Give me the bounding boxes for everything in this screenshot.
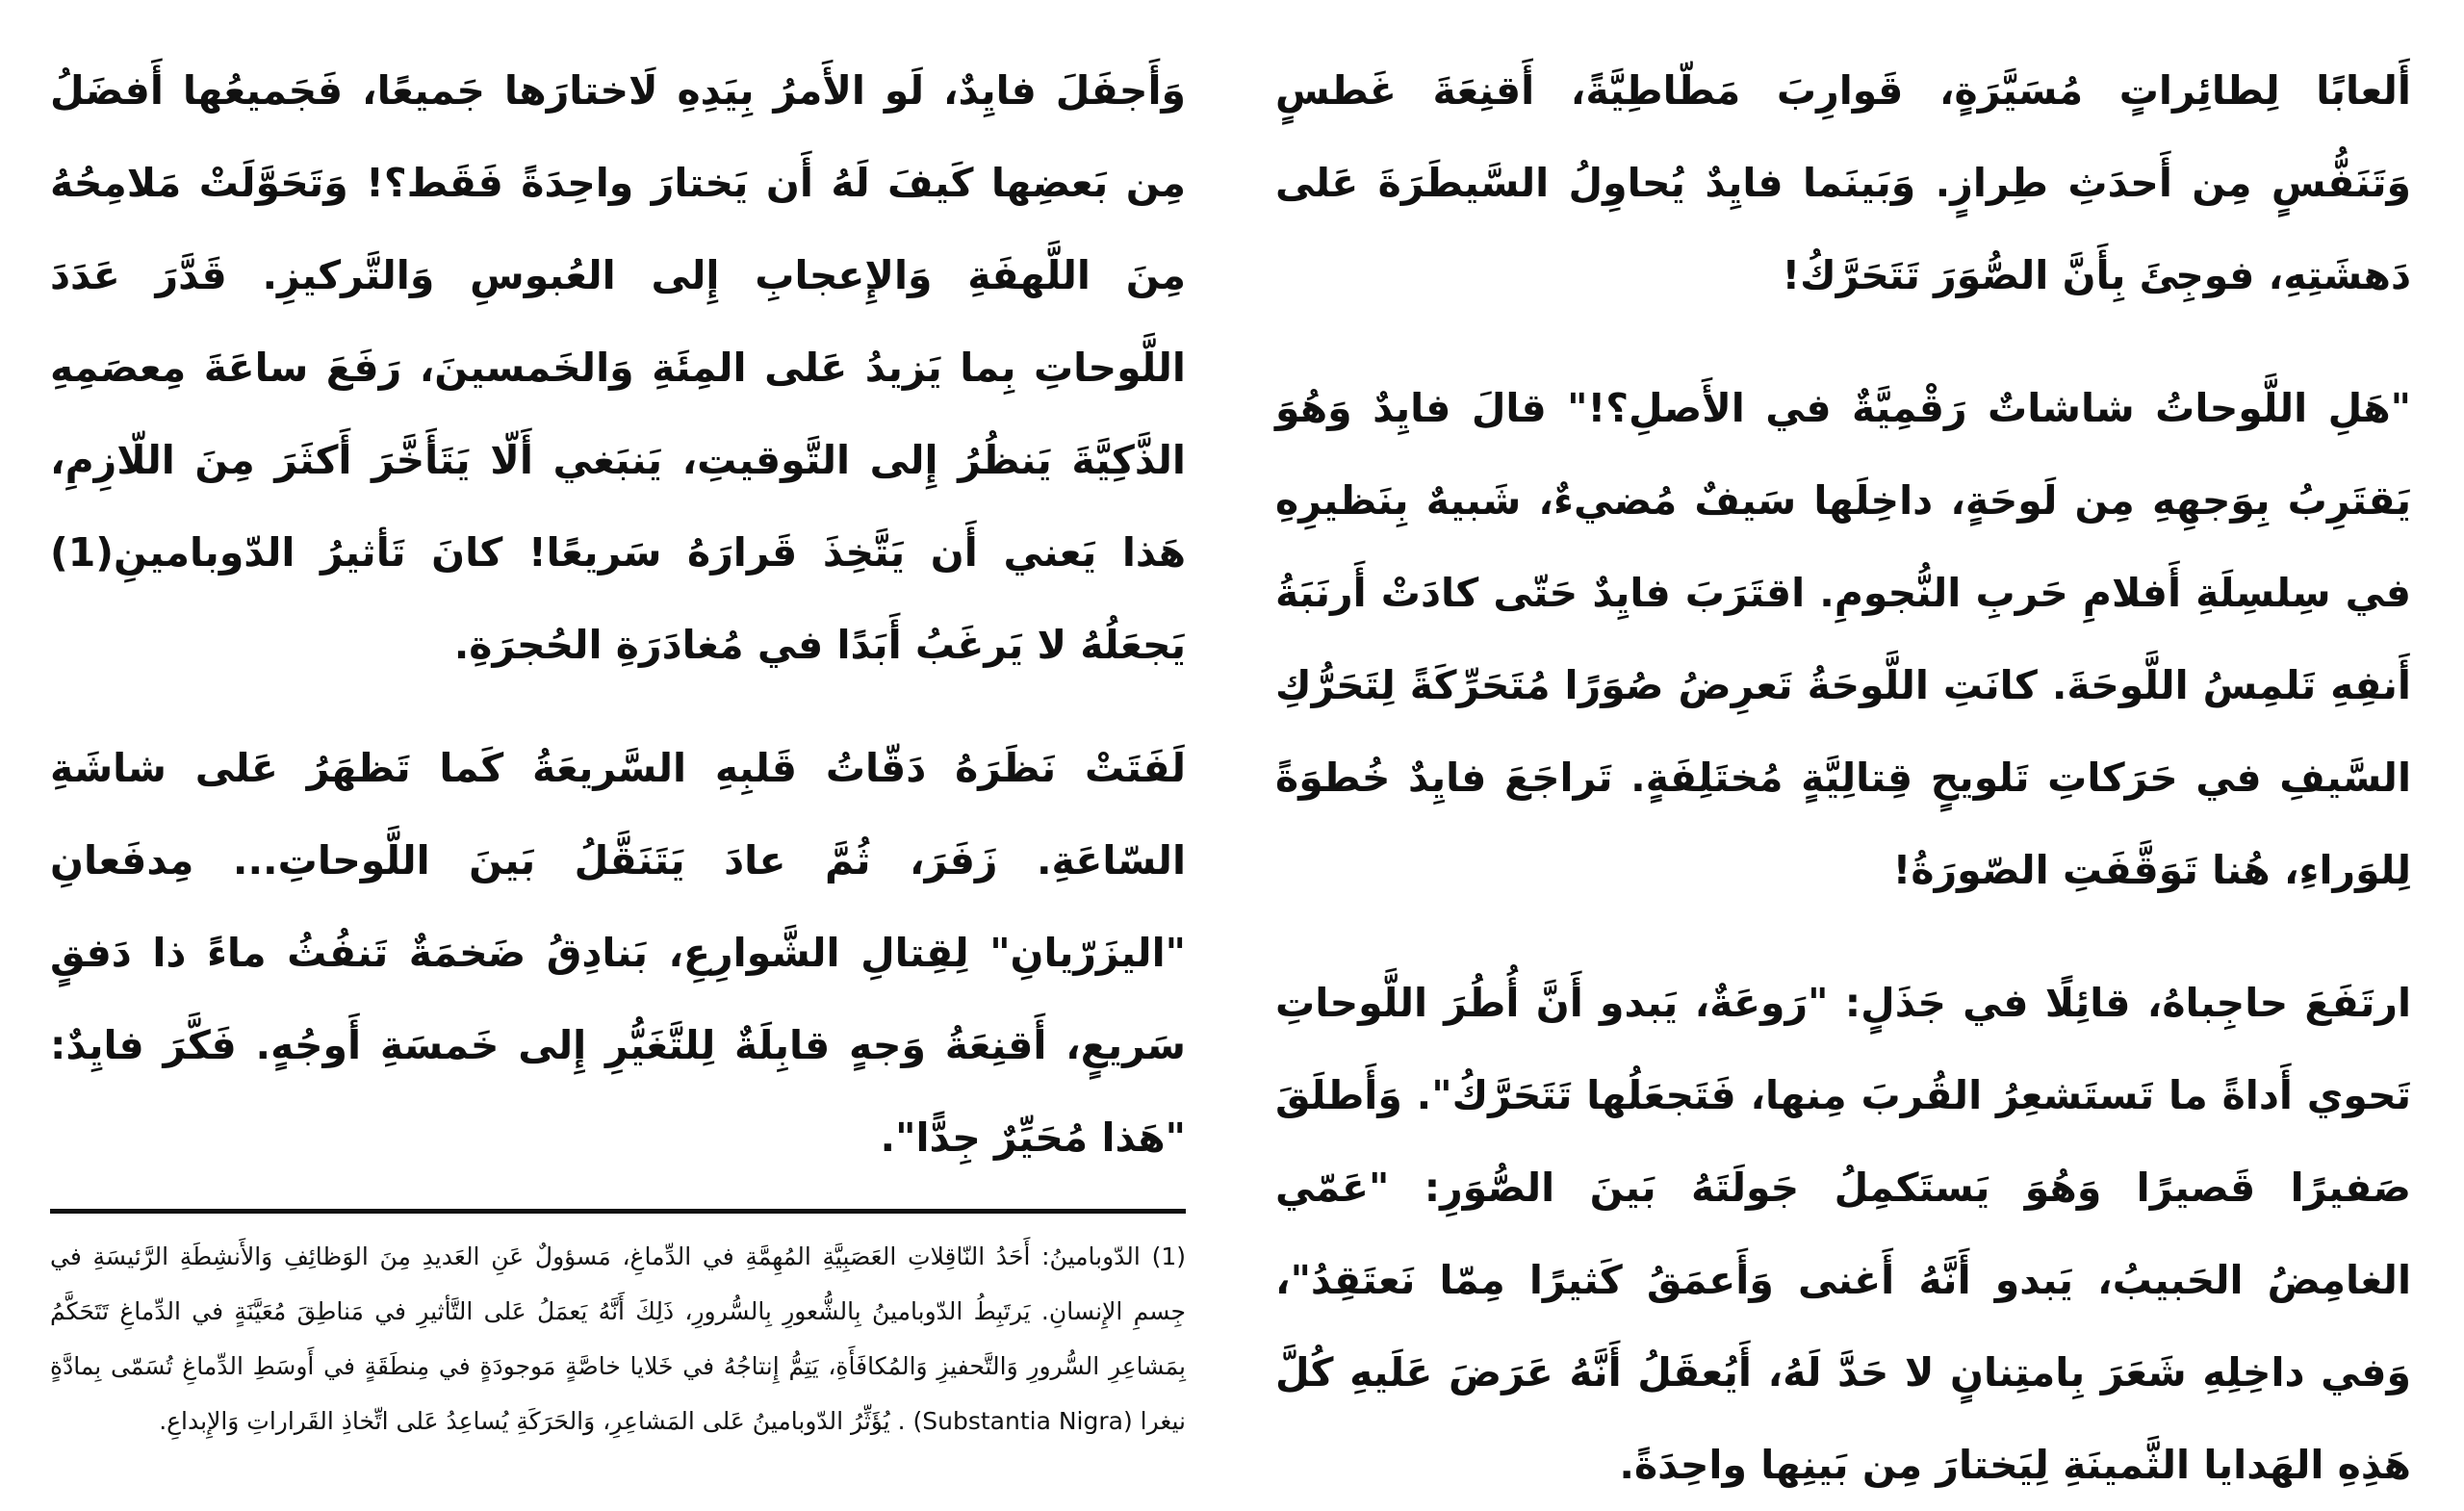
left-page-column	[50, 44, 1186, 1448]
right-paragraph-1: أَلعابًا لِطائِراتٍ مُسَيَّرَةٍ، قَوارِبَ مَطّاطِيَّةً، أَقنِعَةَ غَطسٍ وَتَنَفُّسٍ مِن أَحدَثِ طِرازٍ. وَبَينَما فايِدٌ يُحاوِلُ السَّيطَرَةَ عَلى دَهشَتِهِ، فوجِئَ بِأَنَّ الصُّوَرَ تَتَحَرَّكُ!	[1275, 67, 2411, 298]
footnote-divider	[50, 1209, 1186, 1214]
right-page-column	[1275, 44, 2411, 1511]
right-paragraph-3: ارتَفَعَ حاجِباهُ، قائِلًا في جَذَلٍ: "رَوعَةٌ، يَبدو أَنَّ أُطُرَ اللَّوحاتِ تَحوي أَداةً ما تَستَشعِرُ القُربَ مِنها، فَتَجعَلُها تَتَحَرَّكُ". وَأَطلَقَ صَفيرًا قَصيرًا وَهُوَ يَستَكمِلُ جَولَتَهُ بَينَ الصُّوَرِ: "عَمّي الغامِضُ الحَبيبُ، يَبدو أَنَّهُ أَغنى وَأَعمَقُ كَثيرًا مِمّا نَعتَقِدُ"، وَفي داخِلِهِ شَعَرَ بِامتِنانٍ لا حَدَّ لَهُ، أَيُعقَلُ أَنَّهُ عَرَضَ عَلَيهِ كُلَّ هَذِهِ الهَدايا الثَّمينَةِ لِيَختارَ مِن بَينِها واحِدَةً.	[1275, 980, 2411, 1488]
footnote: (1) الدّوبامينُ: أَحَدُ النّاقِلاتِ العَصَبِيَّةِ المُهِمَّةِ في الدِّماغِ، مَسؤولٌ عَنِ العَديدِ مِنَ الوَظائِفِ وَالأَنشِطَةِ الرَّئيسَةِ في جِسمِ الإِنسانِ. يَرتَبِطُ الدّوبامينُ بِالشُّعورِ بِالسُّرورِ، ذَلِكَ أَنَّهُ يَعمَلُ عَلى التَّأثيرِ في مَناطِقَ مُعَيَّنَةٍ في الدِّماغِ تَتَحَكَّمُ بِمَشاعِرِ السُّرورِ وَالتَّحفيزِ وَالمُكافَأَةِ، يَتِمُّ إِنتاجُهُ في خَلايا خاصَّةٍ مَوجودَةٍ في مِنطَقَةٍ في أَوسَطِ الدِّماغِ تُسَمّى بِمادَّةٍ نيغرا (Substantia Nigra) . يُؤَثِّرُ الدّوبامينُ عَلى المَشاعِرِ، وَالحَرَكَةِ يُساعِدُ عَلى اتِّخاذِ القَراراتِ وَالإِبداعِ.	[50, 1242, 1186, 1435]
left-paragraph-1: وَأَجفَلَ فايِدٌ، لَو الأَمرُ بِيَدِهِ لَاختارَها جَميعًا، فَجَميعُها أَفضَلُ مِن بَعضِها كَيفَ لَهُ أَن يَختارَ واحِدَةً فَقَط؟! وَتَحَوَّلَتْ مَلامِحُهُ مِنَ اللَّهفَةِ وَالإِعجابِ إِلى العُبوسِ وَالتَّركيزِ. قَدَّرَ عَدَدَ اللَّوحاتِ بِما يَزيدُ عَلى المِئَةِ وَالخَمسينَ، رَفَعَ ساعَةَ مِعصَمِهِ الذَّكِيَّةَ يَنظُرُ إِلى التَّوقيتِ، يَنبَغي أَلّا يَتَأَخَّرَ أَكثَرَ مِنَ اللّازِمِ، هَذا يَعني أَن يَتَّخِذَ قَرارَهُ سَريعًا! كانَ تَأثيرُ الدّوبامينِ(1) يَجعَلُهُ لا يَرغَبُ أَبَدًا في مُغادَرَةِ الحُجرَةِ.	[50, 67, 1186, 668]
left-paragraph-2: لَفَتَتْ نَظَرَهُ دَقّاتُ قَلبِهِ السَّريعَةُ كَما تَظهَرُ عَلى شاشَةِ السّاعَةِ. زَفَرَ، ثُمَّ عادَ يَتَنَقَّلُ بَينَ اللَّوحاتِ... مِدفَعانِ "اليزَرّيانِ" لِقِتالِ الشَّوارِعِ، بَنادِقُ ضَخمَةٌ تَنفُثُ ماءً ذا دَفقٍ سَريعٍ، أَقنِعَةُ وَجهٍ قابِلَةٌ لِلتَّغَيُّرِ إِلى خَمسَةِ أَوجُهٍ. فَكَّرَ فايِدٌ: "هَذا مُحَيِّرٌ جِدًّا".	[50, 745, 1186, 1161]
right-paragraph-2: "هَلِ اللَّوحاتُ شاشاتٌ رَقْمِيَّةٌ في الأَصلِ؟!" قالَ فايِدٌ وَهُوَ يَقتَرِبُ بِوَجهِهِ مِن لَوحَةٍ، داخِلَها سَيفٌ مُضيءٌ، شَبيهٌ بِنَظيرِهِ في سِلسِلَةِ أَفلامِ حَربِ النُّجومِ. اقتَرَبَ فايِدٌ حَتّى كادَتْ أَرنَبَةُ أَنفِهِ تَلمِسُ اللَّوحَةَ. كانَتِ اللَّوحَةُ تَعرِضُ صُوَرًا مُتَحَرِّكَةً لِتَحَرُّكِ السَّيفِ في حَرَكاتِ تَلويحٍ قِتالِيَّةٍ مُختَلِفَةٍ. تَراجَعَ فايِدٌ خُطوَةً لِلوَراءِ، هُنا تَوَقَّفَتِ الصّورَةُ!	[1275, 385, 2411, 893]
